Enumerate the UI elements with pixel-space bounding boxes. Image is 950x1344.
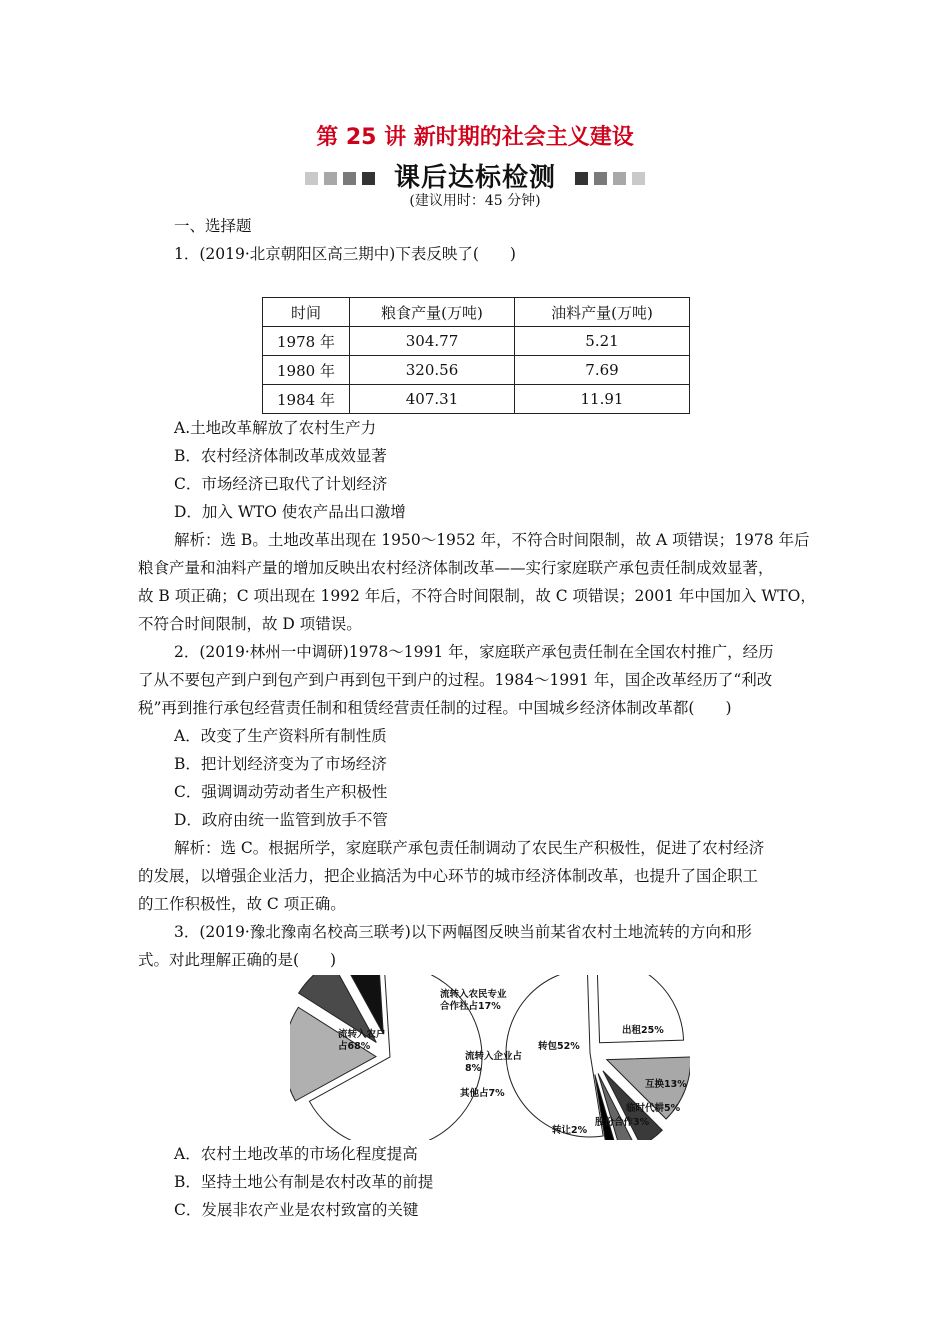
table-header-cell: 时间 bbox=[263, 298, 350, 327]
q2-option-c: C．强调调动劳动者生产积极性 bbox=[174, 783, 388, 801]
table-cell: 7.69 bbox=[515, 356, 690, 385]
q1-analysis-line: 解析：选 B。土地改革出现在 1950～1952 年，不符合时间限制，故 A 项错误；1978 年后 bbox=[174, 531, 810, 549]
pie-label: 占68% bbox=[338, 1041, 371, 1052]
decor-square bbox=[594, 172, 607, 185]
table-header-row bbox=[263, 298, 690, 327]
time-note: (建议用时：45 分钟) bbox=[409, 193, 541, 209]
q1-option-d: D．加入 WTO 使农产品出口激增 bbox=[174, 503, 406, 521]
pie-label: 临时代耕5% bbox=[626, 1103, 681, 1114]
q1-option-a: A.土地改革解放了农村生产力 bbox=[174, 419, 377, 437]
question-2-stem-line: 税”再到推行承包经营责任制和租赁经营责任制的过程。中国城乡经济体制改革都( ) bbox=[138, 699, 732, 717]
table-cell: 320.56 bbox=[350, 356, 515, 385]
table-cell: 304.77 bbox=[350, 327, 515, 356]
q2-option-d: D．政府由统一监管到放手不管 bbox=[174, 811, 388, 829]
table-header-cell: 粮食产量(万吨) bbox=[350, 298, 515, 327]
pie-label: 流转入农民专业 bbox=[440, 989, 507, 1000]
q1-analysis-line: 故 B 项正确；C 项出现在 1992 年后，不符合时间限制，故 C 项错误；2001 年中国加入 WTO， bbox=[138, 587, 816, 605]
decor-square bbox=[305, 172, 318, 185]
question-2-stem-line: 2．(2019·林州一中调研)1978～1991 年，家庭联产承包责任制在全国农村推广，经历 bbox=[174, 643, 774, 661]
pie-label: 转让2% bbox=[552, 1125, 588, 1136]
q2-analysis-line: 的工作积极性，故 C 项正确。 bbox=[138, 895, 346, 913]
table-row bbox=[263, 385, 690, 414]
table-row bbox=[263, 356, 690, 385]
lesson-title: 第 25 讲 新时期的社会主义建设 bbox=[316, 125, 634, 150]
q2-analysis-line: 解析：选 C。根据所学，家庭联产承包责任制调动了农民生产积极性，促进了农村经济 bbox=[174, 839, 765, 857]
decor-square bbox=[613, 172, 626, 185]
pie-label: 流转入农户 bbox=[338, 1029, 386, 1040]
table-header-cell: 油料产量(万吨) bbox=[515, 298, 690, 327]
section-subtitle: 课后达标检测 bbox=[393, 163, 556, 193]
pie-label: 互换13% bbox=[645, 1079, 687, 1090]
pie-label: 流转入企业占 bbox=[465, 1051, 523, 1062]
q3-option-b: B．坚持土地公有制是农村改革的前提 bbox=[174, 1173, 434, 1191]
q3-option-c: C．发展非农产业是农村致富的关键 bbox=[174, 1201, 419, 1219]
pie-chart-land-transfer-form bbox=[506, 975, 690, 1140]
pie-label: 出租25% bbox=[622, 1025, 664, 1036]
table-cell: 11.91 bbox=[515, 385, 690, 414]
pie-label: 其他占7% bbox=[460, 1088, 505, 1099]
q1-analysis-line: 粮食产量和油料产量的增加反映出农村经济体制改革——实行家庭联产承包责任制成效显著， bbox=[138, 559, 774, 577]
decor-square bbox=[632, 172, 645, 185]
decor-square bbox=[324, 172, 337, 185]
table-cell: 407.31 bbox=[350, 385, 515, 414]
decor-square bbox=[362, 172, 375, 185]
table-cell: 1978 年 bbox=[263, 327, 350, 356]
question-2-stem-line: 了从不要包产到户到包产到户再到包干到户的过程。1984～1991 年，国企改革经历了“利改 bbox=[138, 671, 773, 689]
table-row bbox=[263, 327, 690, 356]
table-cell: 1984 年 bbox=[263, 385, 350, 414]
table-cell: 1980 年 bbox=[263, 356, 350, 385]
pie-label: 合作社占17% bbox=[440, 1001, 501, 1012]
q1-analysis-line: 不符合时间限制，故 D 项错误。 bbox=[138, 615, 362, 633]
q1-option-b: B．农村经济体制改革成效显著 bbox=[174, 447, 387, 465]
pie-label: 转包52% bbox=[538, 1041, 580, 1052]
subtitle-row bbox=[0, 157, 950, 194]
question-3-stem-line: 3．(2019·豫北豫南名校高三联考)以下两幅图反映当前某省农村土地流转的方向和形 bbox=[174, 923, 752, 941]
decor-square bbox=[343, 172, 356, 185]
q2-analysis-line: 的发展，以增强企业活力，把企业搞活为中心环节的城市经济体制改革，也提升了国企职工 bbox=[138, 867, 759, 885]
question-1-stem: 1．(2019·北京朝阳区高三期中)下表反映了( ) bbox=[174, 245, 516, 263]
decor-square bbox=[575, 172, 588, 185]
section-heading: 一、选择题 bbox=[174, 217, 252, 235]
question-3-stem-line: 式。对此理解正确的是( ) bbox=[138, 951, 337, 969]
q3-option-a: A．农村土地改革的市场化程度提高 bbox=[174, 1145, 418, 1163]
production-table bbox=[262, 297, 690, 414]
table-cell: 5.21 bbox=[515, 327, 690, 356]
q2-option-a: A．改变了生产资料所有制性质 bbox=[174, 727, 387, 745]
pie-label: 8% bbox=[465, 1063, 482, 1074]
q2-option-b: B．把计划经济变为了市场经济 bbox=[174, 755, 387, 773]
pie-label: 股份合作3% bbox=[595, 1117, 650, 1128]
pie-charts bbox=[290, 975, 690, 1140]
q1-option-c: C．市场经济已取代了计划经济 bbox=[174, 475, 388, 493]
